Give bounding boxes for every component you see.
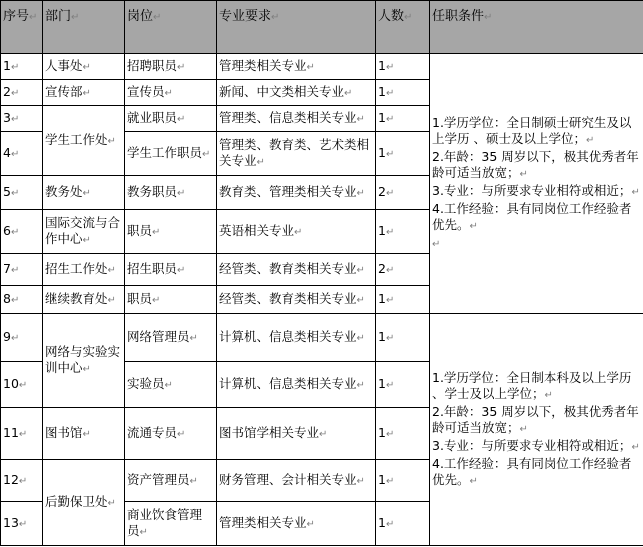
table-row xyxy=(1,54,643,80)
cell-count: 1↵ xyxy=(376,210,430,254)
cell-count: 1↵ xyxy=(376,502,430,546)
cell-post: 资产管理员↵ xyxy=(125,460,217,502)
cell-no: 3↵ xyxy=(1,106,43,132)
condition-line: 3.专业：与所要求专业相符或相近；↵ xyxy=(432,182,640,198)
cell-no: 1↵ xyxy=(1,54,43,80)
conditions-graduate xyxy=(430,54,643,314)
cell-count: 1↵ xyxy=(376,132,430,176)
cell-major: 财务管理、会计相关专业↵ xyxy=(217,460,376,502)
cell-dept: 继续教育处↵ xyxy=(43,286,125,314)
cell-dept: 招生工作处↵ xyxy=(43,254,125,286)
cell-post: 实验员↵ xyxy=(125,362,217,408)
cell-dept: 人事处↵ xyxy=(43,54,125,80)
condition-line: 2.年龄：35 周岁以下，极其优秀者年龄可适当放宽；↵ xyxy=(432,148,639,180)
condition-line: 2.年龄：35 周岁以下，极其优秀者年龄可适当放宽；↵ xyxy=(432,403,639,435)
header-post: 岗位↵ xyxy=(125,1,217,54)
cell-no: 8↵ xyxy=(1,286,43,314)
cell-count: 1↵ xyxy=(376,106,430,132)
condition-line: 4.工作经验：具有同岗位工作经验者优先。↵ xyxy=(432,455,632,487)
cell-dept: 宣传部↵ xyxy=(43,80,125,106)
cell-count: 1↵ xyxy=(376,314,430,362)
cell-no: 10↵ xyxy=(1,362,43,408)
cell-post: 招聘职员↵ xyxy=(125,54,217,80)
condition-line: 4.工作经验：具有同岗位工作经验者优先。↵ xyxy=(432,200,632,232)
cell-major: 管理类、教育类、艺术类相关专业↵ xyxy=(217,132,376,176)
cell-major: 教育类、管理类相关专业↵ xyxy=(217,176,376,210)
header-cond: 任职条件↵ xyxy=(430,1,643,54)
cell-post: 流通专员↵ xyxy=(125,408,217,460)
cell-dept: 国际交流与合作中心↵ xyxy=(43,210,125,254)
cell-dept: 网络与实验实训中心↵ xyxy=(43,314,125,408)
cell-no: 5↵ xyxy=(1,176,43,210)
cell-no: 2↵ xyxy=(1,80,43,106)
cell-post: 职员↵ xyxy=(125,210,217,254)
cell-post: 职员↵ xyxy=(125,286,217,314)
cell-post: 教务职员↵ xyxy=(125,176,217,210)
cell-count: 1↵ xyxy=(376,362,430,408)
cell-no: 6↵ xyxy=(1,210,43,254)
table-row xyxy=(1,314,643,362)
condition-line: 3.专业：与所要求专业相符或相近；↵ xyxy=(432,437,640,453)
condition-line: 1.学历学位：全日制硕士研究生及以上学历 、硕士及以上学位；↵ xyxy=(432,114,632,146)
cell-major: 图书馆学相关专业↵ xyxy=(217,408,376,460)
condition-line: ↵ xyxy=(432,238,441,250)
cell-post: 学生工作职员↵ xyxy=(125,132,217,176)
cell-no: 12↵ xyxy=(1,460,43,502)
cell-dept: 学生工作处↵ xyxy=(43,106,125,176)
cell-post: 就业职员↵ xyxy=(125,106,217,132)
cell-count: 2↵ xyxy=(376,176,430,210)
cell-count: 2↵ xyxy=(376,254,430,286)
cell-no: 9↵ xyxy=(1,314,43,362)
cell-major: 新闻、中文类相关专业↵ xyxy=(217,80,376,106)
cell-count: 1↵ xyxy=(376,460,430,502)
cell-major: 管理类、信息类相关专业↵ xyxy=(217,106,376,132)
cell-count: 1↵ xyxy=(376,54,430,80)
cell-dept: 后勤保卫处↵ xyxy=(43,460,125,546)
cell-no: 13↵ xyxy=(1,502,43,546)
condition-line: 1.学历学位：全日制本科及以上学历 、学士及以上学位；↵ xyxy=(432,369,632,401)
cell-major: 管理类相关专业↵ xyxy=(217,502,376,546)
cell-major: 经管类、教育类相关专业↵ xyxy=(217,254,376,286)
header-no: 序号↵ xyxy=(1,1,43,54)
cell-count: 1↵ xyxy=(376,286,430,314)
cell-dept: 教务处↵ xyxy=(43,176,125,210)
cell-dept: 图书馆↵ xyxy=(43,408,125,460)
cell-major: 计算机、信息类相关专业↵ xyxy=(217,314,376,362)
cell-no: 11↵ xyxy=(1,408,43,460)
cell-major: 英语相关专业↵ xyxy=(217,210,376,254)
cell-post: 网络管理员↵ xyxy=(125,314,217,362)
cell-major: 计算机、信息类相关专业↵ xyxy=(217,362,376,408)
conditions-undergraduate xyxy=(430,314,643,546)
cell-post: 招生职员↵ xyxy=(125,254,217,286)
header-row xyxy=(1,1,643,54)
cell-major: 经管类、教育类相关专业↵ xyxy=(217,286,376,314)
header-dept: 部门↵ xyxy=(43,1,125,54)
header-major: 专业要求↵ xyxy=(217,1,376,54)
cell-no: 4↵ xyxy=(1,132,43,176)
cell-no: 7↵ xyxy=(1,254,43,286)
cell-post: 商业饮食管理员↵ xyxy=(125,502,217,546)
cell-count: 1↵ xyxy=(376,408,430,460)
cell-post: 宣传员↵ xyxy=(125,80,217,106)
cell-count: 1↵ xyxy=(376,80,430,106)
cell-major: 管理类相关专业↵ xyxy=(217,54,376,80)
header-count: 人数↵ xyxy=(376,1,430,54)
